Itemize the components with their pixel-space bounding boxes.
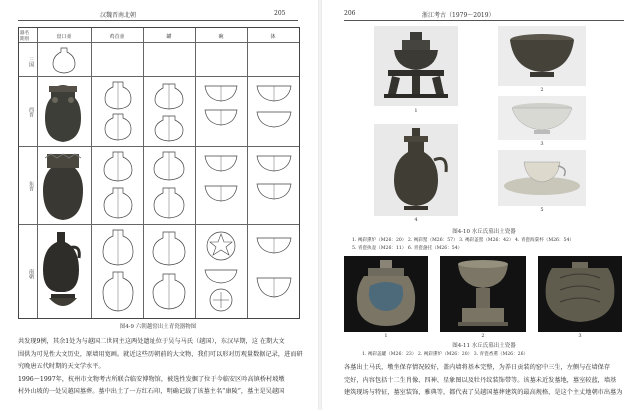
col-head-1: 盘口壶 — [56, 34, 72, 40]
right-running-head: 浙江考古（1979～2019） — [422, 12, 495, 19]
right-body-text — [344, 362, 634, 400]
left-body-line-3: 究晚唐五代时期的天文学水平。 — [18, 363, 105, 370]
col-head-5: 钵 — [270, 34, 276, 40]
right-page-number: 206 — [344, 10, 356, 17]
bowl-drawing-col4b — [203, 152, 239, 222]
left-figure-caption: 图4-9 六朝越窑出土青瓷器物图 — [119, 324, 197, 330]
left-page-number: 205 — [274, 10, 286, 17]
vessel-drawing-col2b — [101, 150, 135, 222]
vessel-photo-2 — [43, 80, 83, 144]
col-head-3: 罐 — [166, 34, 172, 40]
right-figure-caption-top: 图4-10 水丘氏墓出土瓷器 — [452, 229, 516, 235]
photo-lidded-jar — [344, 256, 428, 332]
vessel-photo-4 — [39, 228, 87, 316]
bowl-drawing-col5 — [255, 82, 293, 142]
vessel-drawing-col3b — [151, 150, 187, 222]
left-body-line-2: 围供为可见性大文历史，原墙用宽画。就近这些历朝前的大文物，我们可以形对历观量数据记录，进而研 — [18, 350, 303, 358]
right-page — [322, 0, 640, 410]
left-running-head: 汉魏晋南北朝 — [100, 12, 137, 19]
vessel-typology-table — [18, 27, 300, 319]
vessel-drawing-col2 — [103, 80, 133, 144]
left-body-line-4: 1996～1997年，杭州市文物考古所联合临安博物馆，被选性发掘了位于今临安区吟高镇桥村坡墩 — [18, 375, 285, 383]
row-head-3: 东晋 — [28, 181, 34, 191]
right-body-line-1: 各墓出土马氏，墩坐保存情况较好，盖内墙将基本完整，为养日贡装的窑中三生，左侧与在墙保存 — [344, 364, 611, 371]
photo-label-2: 2 — [540, 87, 544, 93]
photo-ewer — [374, 124, 458, 216]
photo-incense-burner — [538, 256, 622, 332]
vessel-photo-1 — [49, 46, 79, 74]
right-header-rule — [344, 20, 624, 21]
photo-label-5: 5 — [540, 207, 544, 213]
left-body-text — [18, 336, 308, 399]
left-page — [0, 0, 318, 410]
right-body-line-2: 完好，内容包括十二生肖像、四神、星象图以及牡丹纹装饰带等。该墓未近发墓地，墓室较蓝，墙基 — [344, 376, 617, 384]
table-corner-label: 器名 期别 — [20, 31, 29, 42]
left-body-line-1: 共发现9例，其余1处为与越国二世同主这两处遗址位于吴与马氏（越国），东汉早期，这 在期大文 — [18, 338, 285, 345]
vessel-drawing-col3c — [151, 228, 187, 314]
bowl-drawing-col4 — [203, 82, 239, 142]
row-head-2: 西晋 — [28, 107, 34, 117]
photo-label-1: 1 — [414, 108, 418, 114]
right-figure-caption-bottom: 图4-11 水丘氏墓出土瓷器 — [452, 343, 516, 349]
photo-lobed-cup — [498, 96, 586, 140]
photo-label-b1: 1 — [384, 333, 388, 339]
row-head-1: 三国 — [28, 57, 34, 67]
legend-bottom-line: 1. 褐彩盖罐（M26：23） 2. 褐彩熏炉（M26：20） 3. 青瓷香熏（M26：26） — [362, 352, 529, 357]
photo-bowl — [498, 26, 586, 86]
right-body-line-3: 建筑现场与特征，墓室装饰，雅典等，都代表了吴越国墓葬建筑的最高规格，是这个主丈地朝市出墓为 — [344, 389, 623, 396]
col-head-4: 碗 — [218, 34, 224, 40]
photo-label-3: 3 — [540, 141, 544, 147]
photo-label-4: 4 — [414, 217, 418, 223]
row-head-4: 南朝 — [28, 269, 34, 279]
vessel-photo-3 — [41, 150, 85, 222]
photo-stem-censer — [440, 256, 526, 332]
bowl-drawing-col5c — [255, 234, 293, 314]
photo-censer — [374, 26, 458, 106]
col-head-2: 鸡首壶 — [109, 34, 125, 40]
left-body-line-5: 村外山坡的一处吴越国墓葬。墓中出土了一方红石印，明确记载了该墓主名“康陵”，墓主是吴越国 — [18, 388, 285, 395]
left-header-rule — [18, 20, 298, 21]
legend-top-line-1: 1. 褐彩熏炉（M26：20） 2. 褐彩罂（M26：57） 3. 褐彩盖罂（M26：42） 4. 青瓷海棠杯（M26：54） — [352, 238, 574, 243]
photo-label-b3: 3 — [578, 333, 582, 339]
legend-top-line-2: 5. 青瓷执壶（M26：11） 6. 青瓷盏托（M26：54） — [352, 246, 463, 251]
vessel-drawing-col3 — [153, 80, 185, 144]
vessel-drawing-col2c — [99, 228, 137, 314]
bowl-drawing-col5b — [255, 152, 293, 222]
photo-cup-stand — [498, 150, 586, 206]
photo-label-b2: 2 — [481, 333, 485, 339]
bowl-drawing-col4c — [203, 230, 239, 314]
